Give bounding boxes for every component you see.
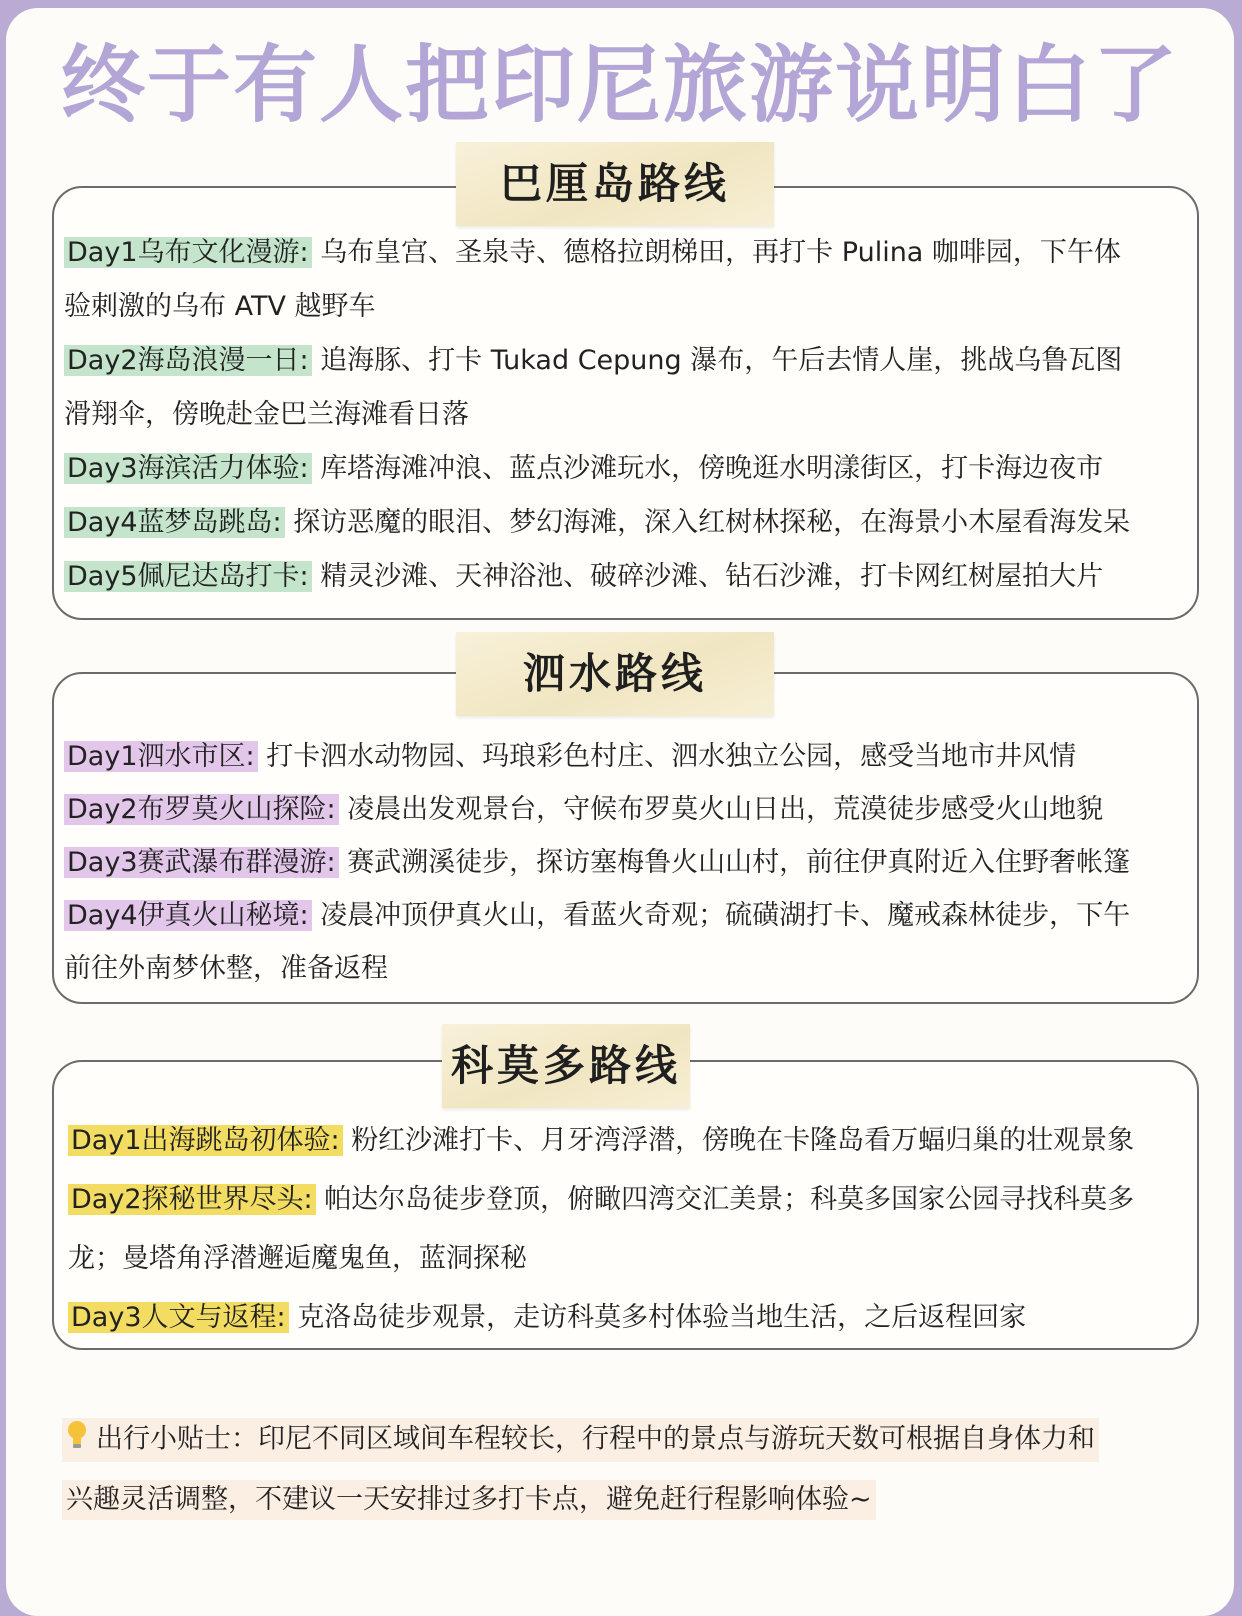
bali-route-card bbox=[52, 186, 1199, 620]
surabaya-day3 bbox=[64, 846, 1130, 880]
day-text: 赛武溯溪徒步，探访塞梅鲁火山山村，前往伊真附近入住野奢帐篷 bbox=[347, 847, 1131, 878]
komodo-heading: 科莫多路线 bbox=[442, 1024, 690, 1108]
day-label: Day4伊真火山秘境: bbox=[64, 900, 312, 931]
day-label: Day4蓝梦岛跳岛: bbox=[64, 507, 285, 538]
surabaya-route-card bbox=[52, 672, 1199, 1004]
bali-day1-cont: 验刺激的乌布 ATV 越野车 bbox=[64, 291, 376, 322]
bali-day2-cont: 滑翔伞，傍晚赴金巴兰海滩看日落 bbox=[64, 399, 469, 430]
bali-day5 bbox=[64, 560, 1103, 594]
day-label: Day1出海跳岛初体验: bbox=[68, 1125, 343, 1156]
day-label: Day2布罗莫火山探险: bbox=[64, 794, 339, 825]
bali-day4 bbox=[64, 506, 1130, 540]
day-text: 粉红沙滩打卡、月牙湾浮潜，傍晚在卡隆岛看万蝠归巢的壮观景象 bbox=[351, 1125, 1135, 1156]
day-label: Day2海岛浪漫一日: bbox=[64, 345, 312, 376]
day-text: 帕达尔岛徒步登顶，俯瞰四湾交汇美景；科莫多国家公园寻找科莫多 bbox=[324, 1184, 1135, 1215]
bali-day1 bbox=[64, 236, 1121, 270]
day-label: Day1乌布文化漫游: bbox=[64, 237, 312, 268]
day-text: 打卡泗水动物园、玛琅彩色村庄、泗水独立公园，感受当地市井风情 bbox=[266, 741, 1077, 772]
komodo-day3 bbox=[68, 1301, 1026, 1335]
day-label: Day1泗水市区: bbox=[64, 741, 258, 772]
day-label: Day5佩尼达岛打卡: bbox=[64, 561, 312, 592]
day-label: Day3海滨活力体验: bbox=[64, 453, 312, 484]
bali-day3 bbox=[64, 452, 1103, 486]
surabaya-day4-cont: 前往外南梦休整，准备返程 bbox=[64, 953, 388, 984]
lightbulb-icon bbox=[66, 1420, 88, 1460]
bali-day2 bbox=[64, 344, 1122, 378]
day-text: 库塔海滩冲浪、蓝点沙滩玩水，傍晚逛水明漾街区，打卡海边夜市 bbox=[320, 453, 1104, 484]
tip-line-1 bbox=[62, 1418, 1099, 1462]
day-label: Day3人文与返程: bbox=[68, 1302, 289, 1333]
surabaya-day1 bbox=[64, 740, 1076, 774]
day-label: Day3赛武瀑布群漫游: bbox=[64, 847, 339, 878]
day-label: Day2探秘世界尽头: bbox=[68, 1184, 316, 1215]
tip-line-2: 兴趣灵活调整，不建议一天安排过多打卡点，避免赶行程影响体验~ bbox=[62, 1480, 876, 1520]
day-text: 克洛岛徒步观景，走访科莫多村体验当地生活，之后返程回家 bbox=[297, 1302, 1027, 1333]
day-text: 乌布皇宫、圣泉寺、德格拉朗梯田，再打卡 Pulina 咖啡园，下午体 bbox=[320, 237, 1121, 268]
poster bbox=[6, 8, 1234, 1616]
surabaya-heading: 泗水路线 bbox=[456, 632, 774, 716]
bali-heading: 巴厘岛路线 bbox=[456, 142, 774, 226]
day-text: 探访恶魔的眼泪、梦幻海滩，深入红树林探秘，在海景小木屋看海发呆 bbox=[293, 507, 1131, 538]
komodo-day2-cont: 龙；曼塔角浮潜邂逅魔鬼鱼，蓝洞探秘 bbox=[68, 1243, 527, 1274]
day-text: 凌晨出发观景台，守候布罗莫火山日出，荒漠徒步感受火山地貌 bbox=[347, 794, 1104, 825]
tip-text-1: 出行小贴士：印尼不同区域间车程较长，行程中的景点与游玩天数可根据自身体力和 bbox=[96, 1423, 1095, 1455]
day-text: 追海豚、打卡 Tukad Cepung 瀑布，午后去情人崖，挑战乌鲁瓦图 bbox=[320, 345, 1123, 376]
komodo-day2 bbox=[68, 1183, 1134, 1217]
day-text: 凌晨冲顶伊真火山，看蓝火奇观；硫磺湖打卡、魔戒森林徒步，下午 bbox=[320, 900, 1131, 931]
day-text: 精灵沙滩、天神浴池、破碎沙滩、钻石沙滩，打卡网红树屋拍大片 bbox=[320, 561, 1104, 592]
page-title: 终于有人把印尼旅游说明白了 bbox=[60, 36, 1179, 134]
surabaya-day2 bbox=[64, 793, 1103, 827]
komodo-day1 bbox=[68, 1124, 1134, 1158]
surabaya-day4 bbox=[64, 899, 1130, 933]
